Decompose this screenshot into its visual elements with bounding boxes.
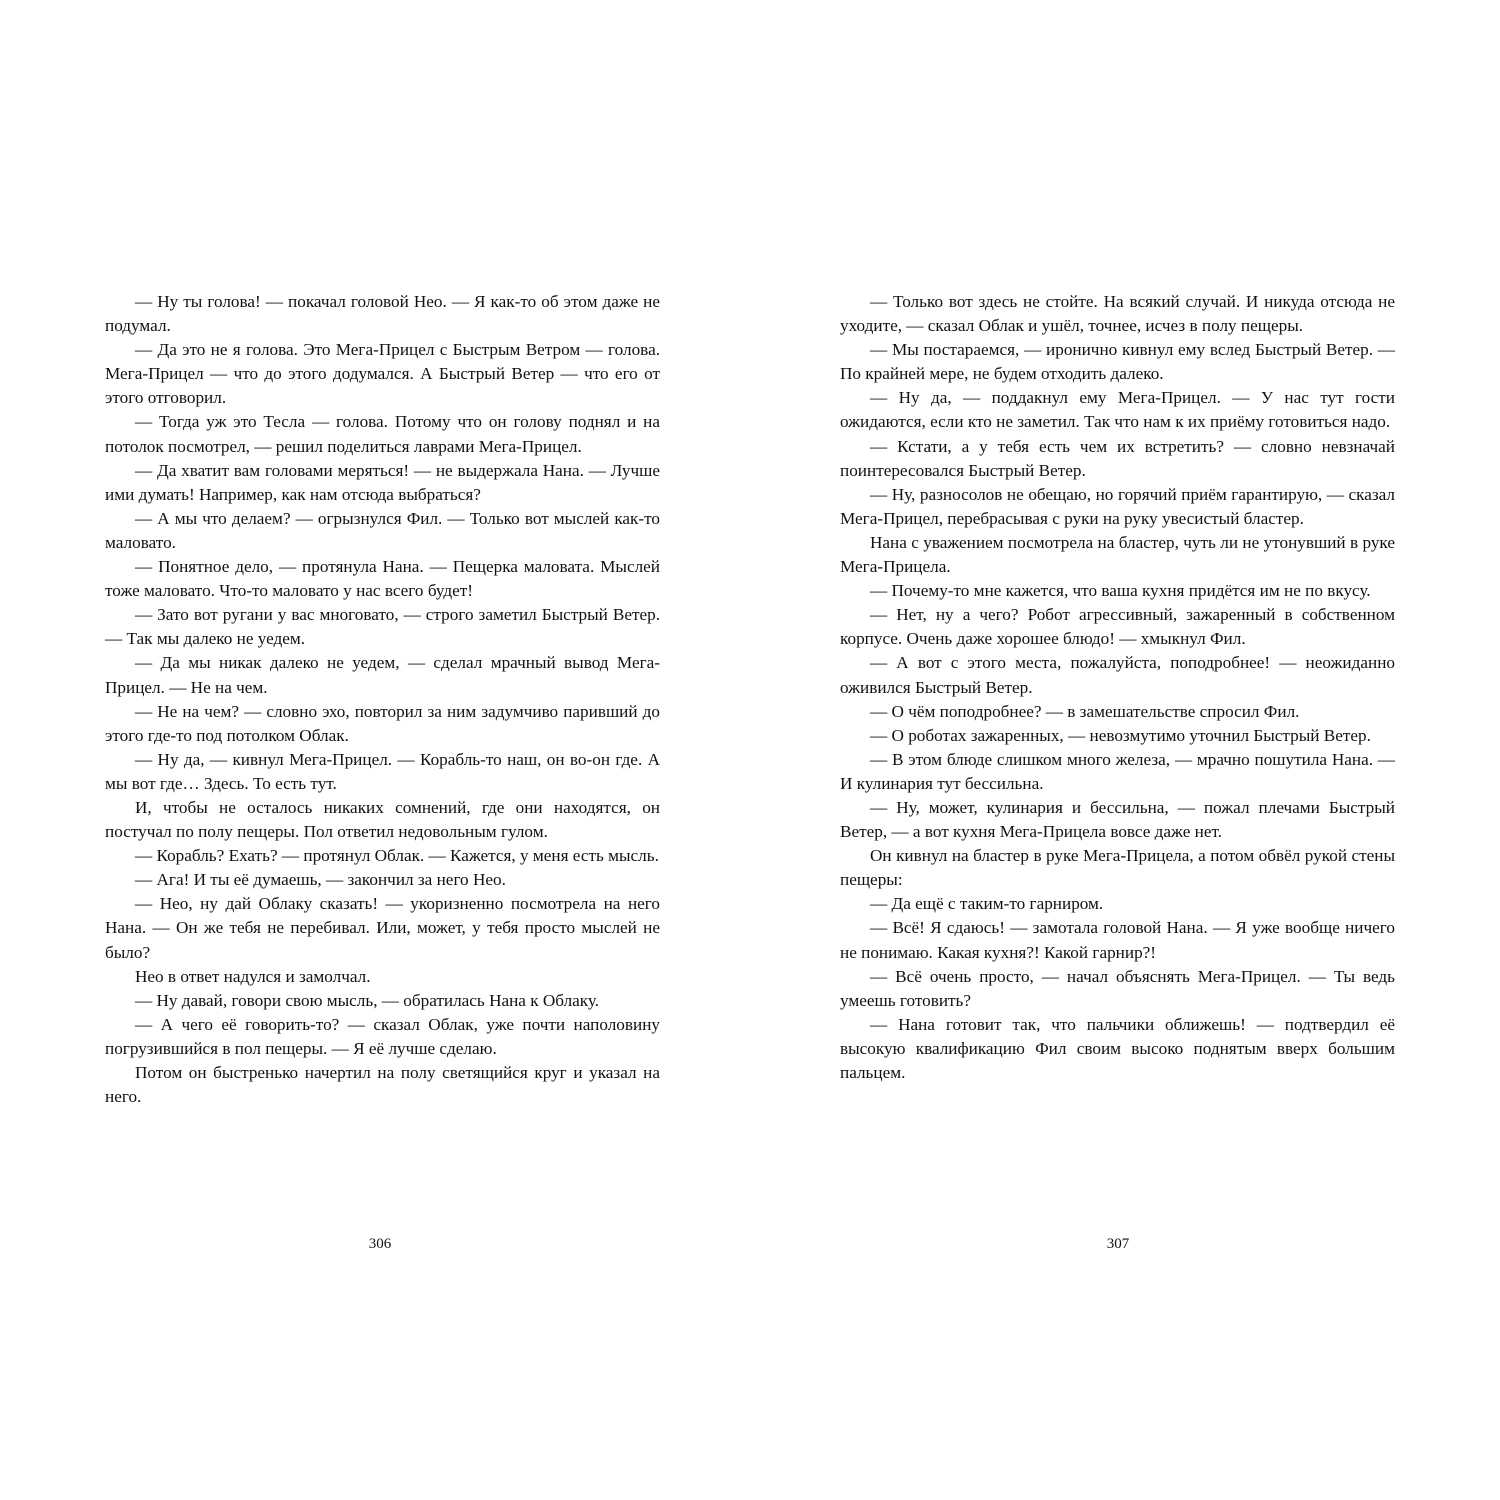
paragraph: — Ну, может, кулинария и бессильна, — пожал плечами Быстрый Ветер, — а вот кухня Мега-Прицела вовсе даже нет. <box>840 797 1395 842</box>
paragraph: Нана с уважением посмотрела на бластер, чуть ли не утонувший в руке Мега-Прицела. <box>840 532 1395 577</box>
page-number-right: 307 <box>1106 1236 1130 1252</box>
paragraph: — О чём поподробнее? — в замешательстве спросил Фил. <box>870 701 1300 721</box>
paragraph: — Ну да, — кивнул Мега-Прицел. — Корабль-то наш, он во-он где. А мы вот где… Здесь. То есть тут. <box>105 749 660 793</box>
paragraph: — Нет, ну а чего? Робот агрессивный, зажаренный в собственном корпусе. Очень даже хорошее блюдо! — хмыкнул Фил. <box>840 605 1395 649</box>
paragraph: Потом он быстренько начертил на полу светящийся круг и указал на него. <box>105 1063 660 1107</box>
left-page <box>105 290 660 1109</box>
paragraph: — Зато вот ругани у вас многовато, — строго заметил Быстрый Ветер. — Так мы далеко не уедем. <box>105 605 660 649</box>
paragraph: — А вот с этого места, пожалуйста, поподробнее! — неожиданно оживился Быстрый Ветер. <box>840 653 1395 697</box>
paragraph: — Не на чем? — словно эхо, повторил за ним задумчиво паривший до этого где-то под потолком Облак. <box>105 701 660 745</box>
right-page-text <box>840 290 1395 1085</box>
paragraph: — В этом блюде слишком много железа, — мрачно пошутила Нана. — И кулинария тут бессильна. <box>840 749 1395 793</box>
paragraph: — Только вот здесь не стойте. На всякий случай. И никуда отсюда не уходите, — сказал Облак и ушёл, точнее, исчез в полу пещеры. <box>840 292 1395 336</box>
paragraph: Он кивнул на бластер в руке Мега-Прицела, а потом обвёл рукой стены пещеры: <box>840 846 1395 890</box>
paragraph: — А чего её говорить-то? — сказал Облак, уже почти наполовину погрузившийся в пол пещеры. — Я её лучше сделаю. <box>105 1014 660 1058</box>
paragraph: — Ну ты голова! — покачал головой Нео. — Я как-то об этом даже не подумал. <box>105 292 660 336</box>
paragraph: Нео в ответ надулся и замолчал. <box>135 966 371 986</box>
paragraph: — Всё очень просто, — начал объяснять Мега-Прицел. — Ты ведь умеешь готовить? <box>840 966 1395 1010</box>
paragraph: — Да ещё с таким-то гарниром. <box>870 894 1104 914</box>
paragraph: — Ага! И ты её думаешь, — закончил за него Нео. <box>135 870 506 890</box>
paragraph: — Всё! Я сдаюсь! — замотала головой Нана. — Я уже вообще ничего не понимаю. Какая кухня?! Какой гарнир?! <box>840 918 1395 962</box>
paragraph: — Тогда уж это Тесла — голова. Потому что он голову поднял и на потолок посмотрел, — решил поделиться лаврами Мега-Прицел. <box>105 412 660 456</box>
paragraph: — Ну да, — поддакнул ему Мега-Прицел. — У нас тут гости ожидаются, если кто не заметил. Так что нам к их приёму готовиться надо. <box>840 388 1395 432</box>
paragraph: — Да мы никак далеко не уедем, — сделал мрачный вывод Мега-Прицел. — Не на чем. <box>105 653 660 697</box>
paragraph: — Корабль? Ехать? — протянул Облак. — Кажется, у меня есть мысль. <box>135 846 659 866</box>
paragraph: — Да это не я голова. Это Мега-Прицел с Быстрым Ветром — голова. Мега-Прицел — что до этого додумался. А Быстрый Ветер — что его от этого отговорил. <box>105 340 660 408</box>
paragraph: — Нана готовит так, что пальчики оближешь! — подтвердил её высокую квалификацию Фил своим высоко поднятым вверх большим пальцем. <box>840 1014 1395 1082</box>
page-number-left: 306 <box>368 1236 392 1252</box>
paragraph: — Кстати, а у тебя есть чем их встретить? — словно невзначай поинтересовался Быстрый Ветер. <box>840 436 1395 480</box>
paragraph: — О роботах зажаренных, — невозмутимо уточнил Быстрый Ветер. <box>870 725 1371 745</box>
paragraph: И, чтобы не осталось никаких сомнений, где они находятся, он постучал по полу пещеры. Пол ответил недовольным гулом. <box>105 797 660 842</box>
paragraph: — А мы что делаем? — огрызнулся Фил. — Только вот мыслей как-то маловато. <box>105 508 660 552</box>
paragraph: — Ну давай, говори свою мысль, — обратилась Нана к Облаку. <box>135 990 600 1010</box>
paragraph: — Ну, разносолов не обещаю, но горячий приём гарантирую, — сказал Мега-Прицел, перебрасывая с руки на руку увесистый бластер. <box>840 484 1395 528</box>
right-page <box>840 290 1395 1085</box>
left-page-text <box>105 290 660 1109</box>
paragraph: — Нео, ну дай Облаку сказать! — укоризненно посмотрела на него Нана. — Он же тебя не перебивал. Или, может, у тебя просто мыслей не было? <box>105 894 660 962</box>
paragraph: — Понятное дело, — протянула Нана. — Пещерка маловата. Мыслей тоже маловато. Что-то маловато у нас всего будет! <box>105 557 660 601</box>
paragraph: — Мы постараемся, — иронично кивнул ему вслед Быстрый Ветер. — По крайней мере, не будем отходить далеко. <box>840 340 1395 384</box>
paragraph: — Да хватит вам головами меряться! — не выдержала Нана. — Лучше ими думать! Например, как нам отсюда выбраться? <box>105 460 660 504</box>
paragraph: — Почему-то мне кажется, что ваша кухня придётся им не по вкусу. <box>870 581 1371 601</box>
